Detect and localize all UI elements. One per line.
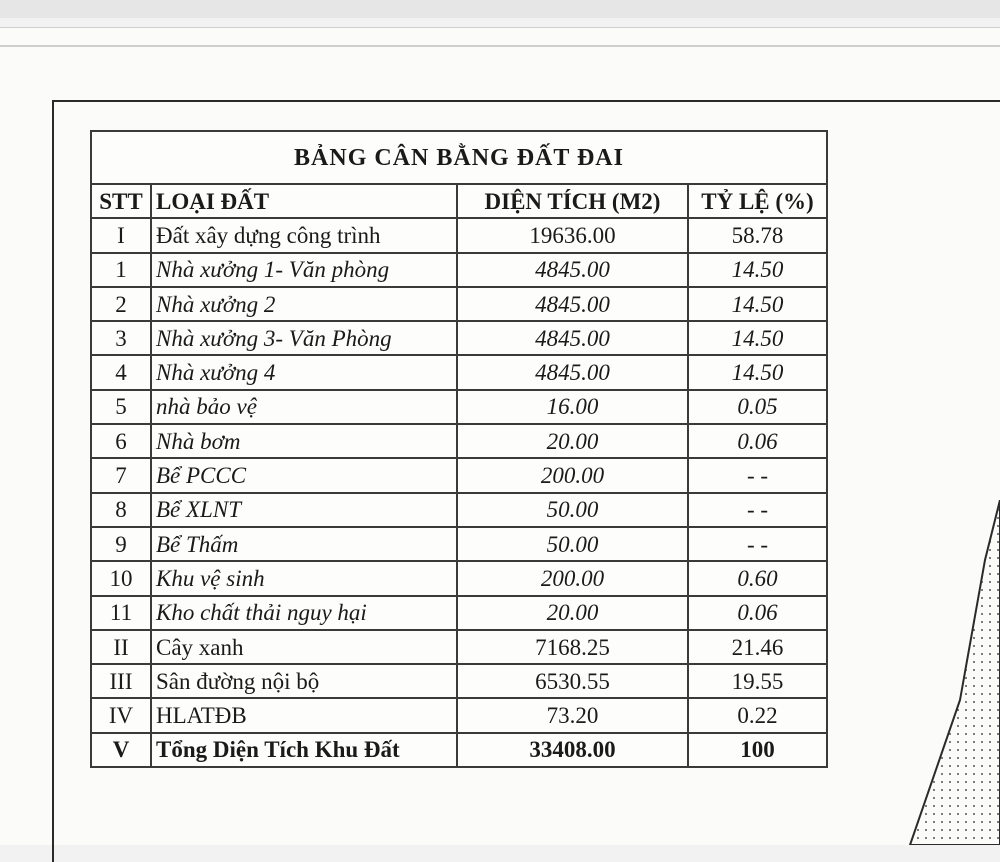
row-area: 4845.00 bbox=[457, 287, 688, 321]
table-row bbox=[91, 253, 827, 287]
row-area: 50.00 bbox=[457, 493, 688, 527]
row-stt: II bbox=[91, 630, 151, 664]
row-land-type: Bể PCCC bbox=[151, 458, 457, 492]
row-land-type: Bể Thấm bbox=[151, 527, 457, 561]
row-land-type: Nhà xưởng 4 bbox=[151, 355, 457, 389]
table-row bbox=[91, 664, 827, 698]
header-ratio: TỶ LỆ (%) bbox=[688, 184, 827, 218]
row-area: 73.20 bbox=[457, 698, 688, 732]
table-row bbox=[91, 698, 827, 732]
row-stt: V bbox=[91, 733, 151, 767]
row-ratio: 21.46 bbox=[688, 630, 827, 664]
sheet-edge-line bbox=[0, 45, 1000, 47]
table-row bbox=[91, 287, 827, 321]
row-area: 6530.55 bbox=[457, 664, 688, 698]
row-land-type: Nhà xưởng 2 bbox=[151, 287, 457, 321]
row-stt: 3 bbox=[91, 321, 151, 355]
row-ratio: 0.06 bbox=[688, 596, 827, 630]
header-stt: STT bbox=[91, 184, 151, 218]
row-land-type: Sân đường nội bộ bbox=[151, 664, 457, 698]
row-ratio: 14.50 bbox=[688, 355, 827, 389]
row-area: 50.00 bbox=[457, 527, 688, 561]
row-stt: 11 bbox=[91, 596, 151, 630]
table-row bbox=[91, 218, 827, 252]
row-area: 200.00 bbox=[457, 458, 688, 492]
row-ratio: 0.05 bbox=[688, 390, 827, 424]
row-land-type: Kho chất thải nguy hại bbox=[151, 596, 457, 630]
row-area: 16.00 bbox=[457, 390, 688, 424]
row-area: 20.00 bbox=[457, 424, 688, 458]
table-row bbox=[91, 321, 827, 355]
table-total-row bbox=[91, 733, 827, 767]
row-stt: 8 bbox=[91, 493, 151, 527]
header-land-type: LOẠI ĐẤT bbox=[151, 184, 457, 218]
row-stt: 6 bbox=[91, 424, 151, 458]
table-title: BẢNG CÂN BẰNG ĐẤT ĐAI bbox=[91, 131, 827, 184]
row-land-type: Nhà xưởng 1- Văn phòng bbox=[151, 253, 457, 287]
row-ratio: - - bbox=[688, 527, 827, 561]
row-ratio: 0.60 bbox=[688, 561, 827, 595]
row-land-type: Nhà xưởng 3- Văn Phòng bbox=[151, 321, 457, 355]
row-area: 19636.00 bbox=[457, 218, 688, 252]
row-ratio: 14.50 bbox=[688, 321, 827, 355]
header-area: DIỆN TÍCH (M2) bbox=[457, 184, 688, 218]
table-row bbox=[91, 630, 827, 664]
row-stt: 7 bbox=[91, 458, 151, 492]
row-ratio: - - bbox=[688, 458, 827, 492]
table-row bbox=[91, 493, 827, 527]
row-area: 4845.00 bbox=[457, 355, 688, 389]
row-land-type: Cây xanh bbox=[151, 630, 457, 664]
table-row bbox=[91, 527, 827, 561]
land-balance-table bbox=[90, 130, 828, 768]
table-row bbox=[91, 355, 827, 389]
row-land-type: Bể XLNT bbox=[151, 493, 457, 527]
row-ratio: 58.78 bbox=[688, 218, 827, 252]
row-stt: III bbox=[91, 664, 151, 698]
row-land-type: nhà bảo vệ bbox=[151, 390, 457, 424]
table-row bbox=[91, 458, 827, 492]
row-stt: 4 bbox=[91, 355, 151, 389]
row-stt: 5 bbox=[91, 390, 151, 424]
row-ratio: 0.22 bbox=[688, 698, 827, 732]
viewer-top-bar bbox=[0, 0, 1000, 18]
row-stt: 9 bbox=[91, 527, 151, 561]
row-stt: I bbox=[91, 218, 151, 252]
row-area: 4845.00 bbox=[457, 321, 688, 355]
row-ratio: 14.50 bbox=[688, 287, 827, 321]
row-land-type: Khu vệ sinh bbox=[151, 561, 457, 595]
row-ratio: - - bbox=[688, 493, 827, 527]
table-row bbox=[91, 596, 827, 630]
row-area: 7168.25 bbox=[457, 630, 688, 664]
row-stt: 1 bbox=[91, 253, 151, 287]
row-stt: IV bbox=[91, 698, 151, 732]
table-row bbox=[91, 390, 827, 424]
row-ratio: 19.55 bbox=[688, 664, 827, 698]
table-row bbox=[91, 424, 827, 458]
row-land-type: Đất xây dựng công trình bbox=[151, 218, 457, 252]
row-stt: 2 bbox=[91, 287, 151, 321]
row-ratio: 14.50 bbox=[688, 253, 827, 287]
row-land-type: HLATĐB bbox=[151, 698, 457, 732]
row-stt: 10 bbox=[91, 561, 151, 595]
hatched-site-area bbox=[900, 500, 1000, 845]
row-area: 33408.00 bbox=[457, 733, 688, 767]
row-land-type: Nhà bơm bbox=[151, 424, 457, 458]
table-row bbox=[91, 561, 827, 595]
row-area: 200.00 bbox=[457, 561, 688, 595]
row-area: 4845.00 bbox=[457, 253, 688, 287]
row-ratio: 0.06 bbox=[688, 424, 827, 458]
row-ratio: 100 bbox=[688, 733, 827, 767]
row-area: 20.00 bbox=[457, 596, 688, 630]
row-land-type: Tổng Diện Tích Khu Đất bbox=[151, 733, 457, 767]
